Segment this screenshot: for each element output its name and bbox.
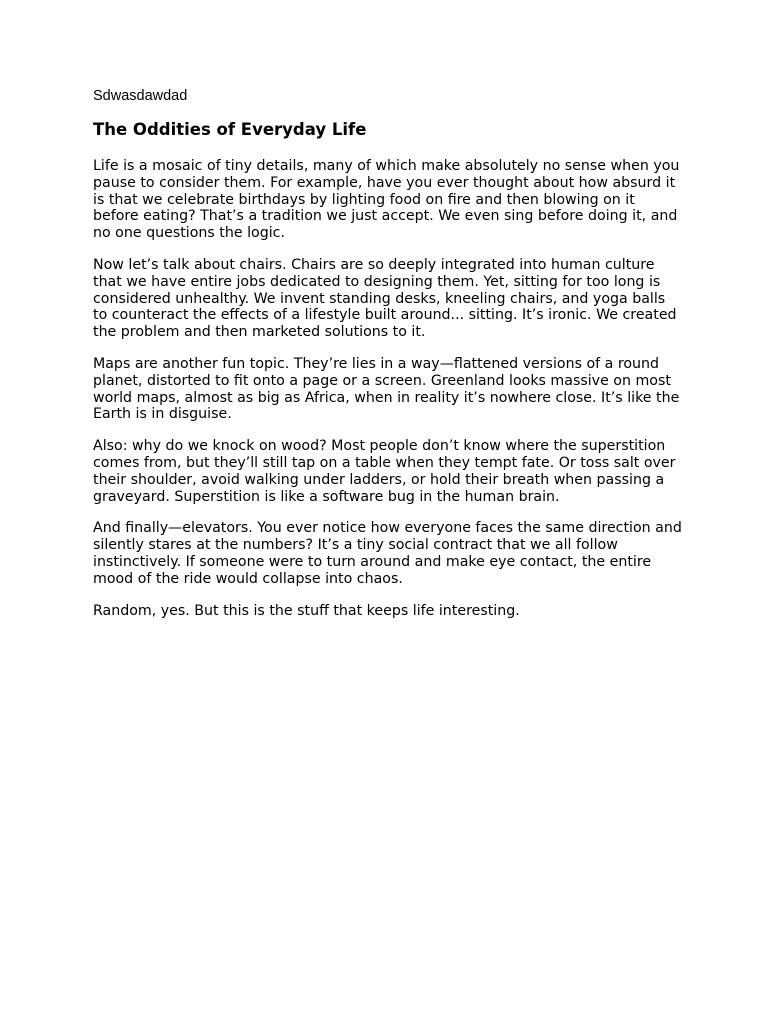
paragraph-conclusion: Random, yes. But this is the stuff that keeps life interesting. <box>93 602 520 619</box>
paragraph-maps: Maps are another fun topic. They’re lies in a way—flattened versions of a round planet, distorted to fit onto a page or a screen. Greenland looks massive on most world maps, almost as big as Africa, when in reality it’s nowhere close. It’s like the Earth is in disguise. <box>93 355 680 423</box>
document-title: The Oddities of Everyday Life <box>93 120 367 139</box>
paragraph-superstitions: Also: why do we knock on wood? Most people don’t know where the superstition comes from, but they’ll still tap on a table when they tempt fate. Or toss salt over their shoulder, avoid walking under ladders, or hold their breath when passing a graveyard. Superstition is like a software bug in the human brain. <box>93 438 676 505</box>
document-header: Sdwasdawdad <box>93 88 188 104</box>
paragraph-birthdays: Life is a mosaic of tiny details, many of which make absolutely no sense when you pause to consider them. For example, have you ever thought about how absurd it is that we celebrate birthdays by lighting food on fire and then blowing on it before eating? That’s a tradition we just accept. We even sing before doing it, and no one questions the logic. <box>93 158 680 242</box>
paragraph-elevators: And finally—elevators. You ever notice how everyone faces the same direction and silently stares at the numbers? It’s a tiny social contract that we all follow instinctively. If someone were to turn around and make eye contact, the entire mood of the ride would collapse into chaos. <box>93 520 682 587</box>
document-body <box>93 158 683 634</box>
paragraph-chairs: Now let’s talk about chairs. Chairs are so deeply integrated into human culture that we have entire jobs dedicated to designing them. Yet, sitting for too long is considered unhealthy. We invent standing desks, kneeling chairs, and yoga balls to counteract the effects of a lifestyle built around... sitting. It’s ironic. We created the problem and then marketed solutions to it. <box>93 256 677 341</box>
